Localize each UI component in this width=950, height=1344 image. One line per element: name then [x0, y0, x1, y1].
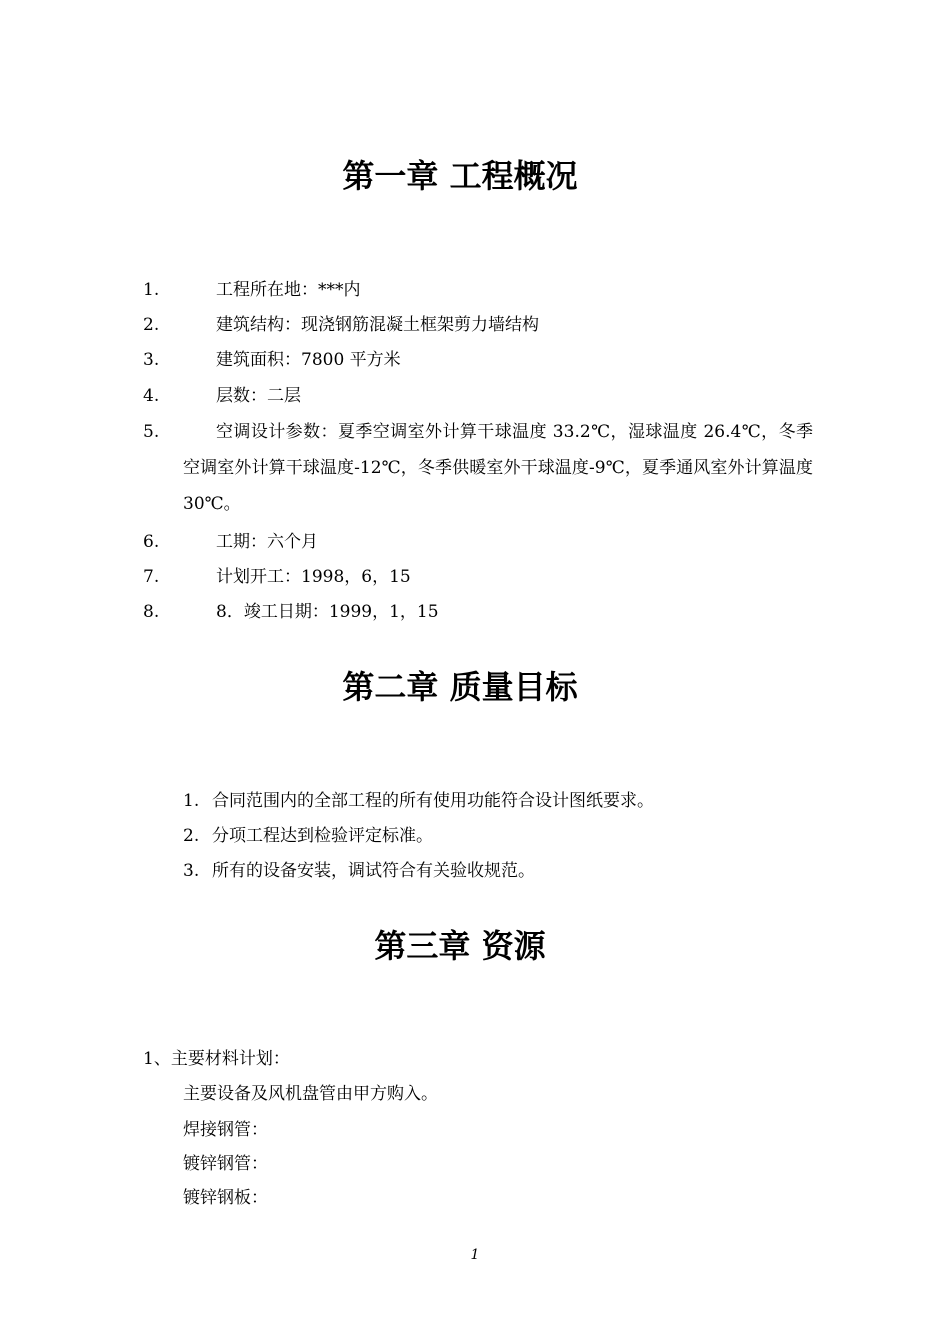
list-item-location: 工程所在地：***内 [216, 280, 361, 300]
list-item-number: 5. [143, 422, 160, 442]
list-item-design-parameters: 空调设计参数：夏季空调室外计算干球温度 33.2℃，湿球温度 26.4℃，冬季空调室外计算干球温度-12℃，冬季供暖室外干球温度-9℃，夏季通风室外计算温度 30℃。 [183, 422, 813, 514]
list-item-number: 3. [183, 861, 200, 881]
list-item-number: 4. [143, 386, 160, 406]
list-item-number: 1. [183, 791, 200, 811]
section-heading-materials: 1、主要材料计划： [143, 1049, 290, 1069]
list-item-quality-goal: 所有的设备安装，调试符合有关验收规范。 [212, 861, 535, 881]
list-item-quality-goal: 合同范围内的全部工程的所有使用功能符合设计图纸要求。 [212, 791, 654, 811]
list-item-area: 建筑面积：7800 平方米 [216, 350, 401, 370]
list-item-number: 8. [143, 602, 160, 622]
materials-line: 镀锌钢管： [183, 1154, 268, 1174]
list-item-number: 6. [143, 532, 160, 552]
list-item-quality-goal: 分项工程达到检验评定标准。 [212, 826, 433, 846]
list-item-number: 2. [143, 315, 160, 335]
materials-line: 镀锌钢板： [183, 1188, 268, 1208]
chapter-1-title: 第一章 工程概况 [342, 157, 578, 195]
list-item-floors: 层数：二层 [216, 386, 301, 406]
page-number: 1 [470, 1247, 480, 1263]
materials-line: 焊接钢管： [183, 1120, 268, 1140]
list-item-start-date: 计划开工：1998，6，15 [216, 567, 411, 587]
list-item-structure: 建筑结构：现浇钢筋混凝土框架剪力墙结构 [216, 315, 539, 335]
list-item-number: 7. [143, 567, 160, 587]
list-item-duration: 工期：六个月 [216, 532, 318, 552]
chapter-3-title: 第三章 资源 [374, 927, 546, 965]
materials-line: 主要设备及风机盘管由甲方购入。 [183, 1084, 438, 1104]
list-item-number: 3. [143, 350, 160, 370]
list-item-completion-date: 8．竣工日期：1999，1，15 [216, 602, 439, 622]
list-item-number: 1. [143, 280, 160, 300]
chapter-2-title: 第二章 质量目标 [342, 668, 578, 706]
list-item-number: 2. [183, 826, 200, 846]
